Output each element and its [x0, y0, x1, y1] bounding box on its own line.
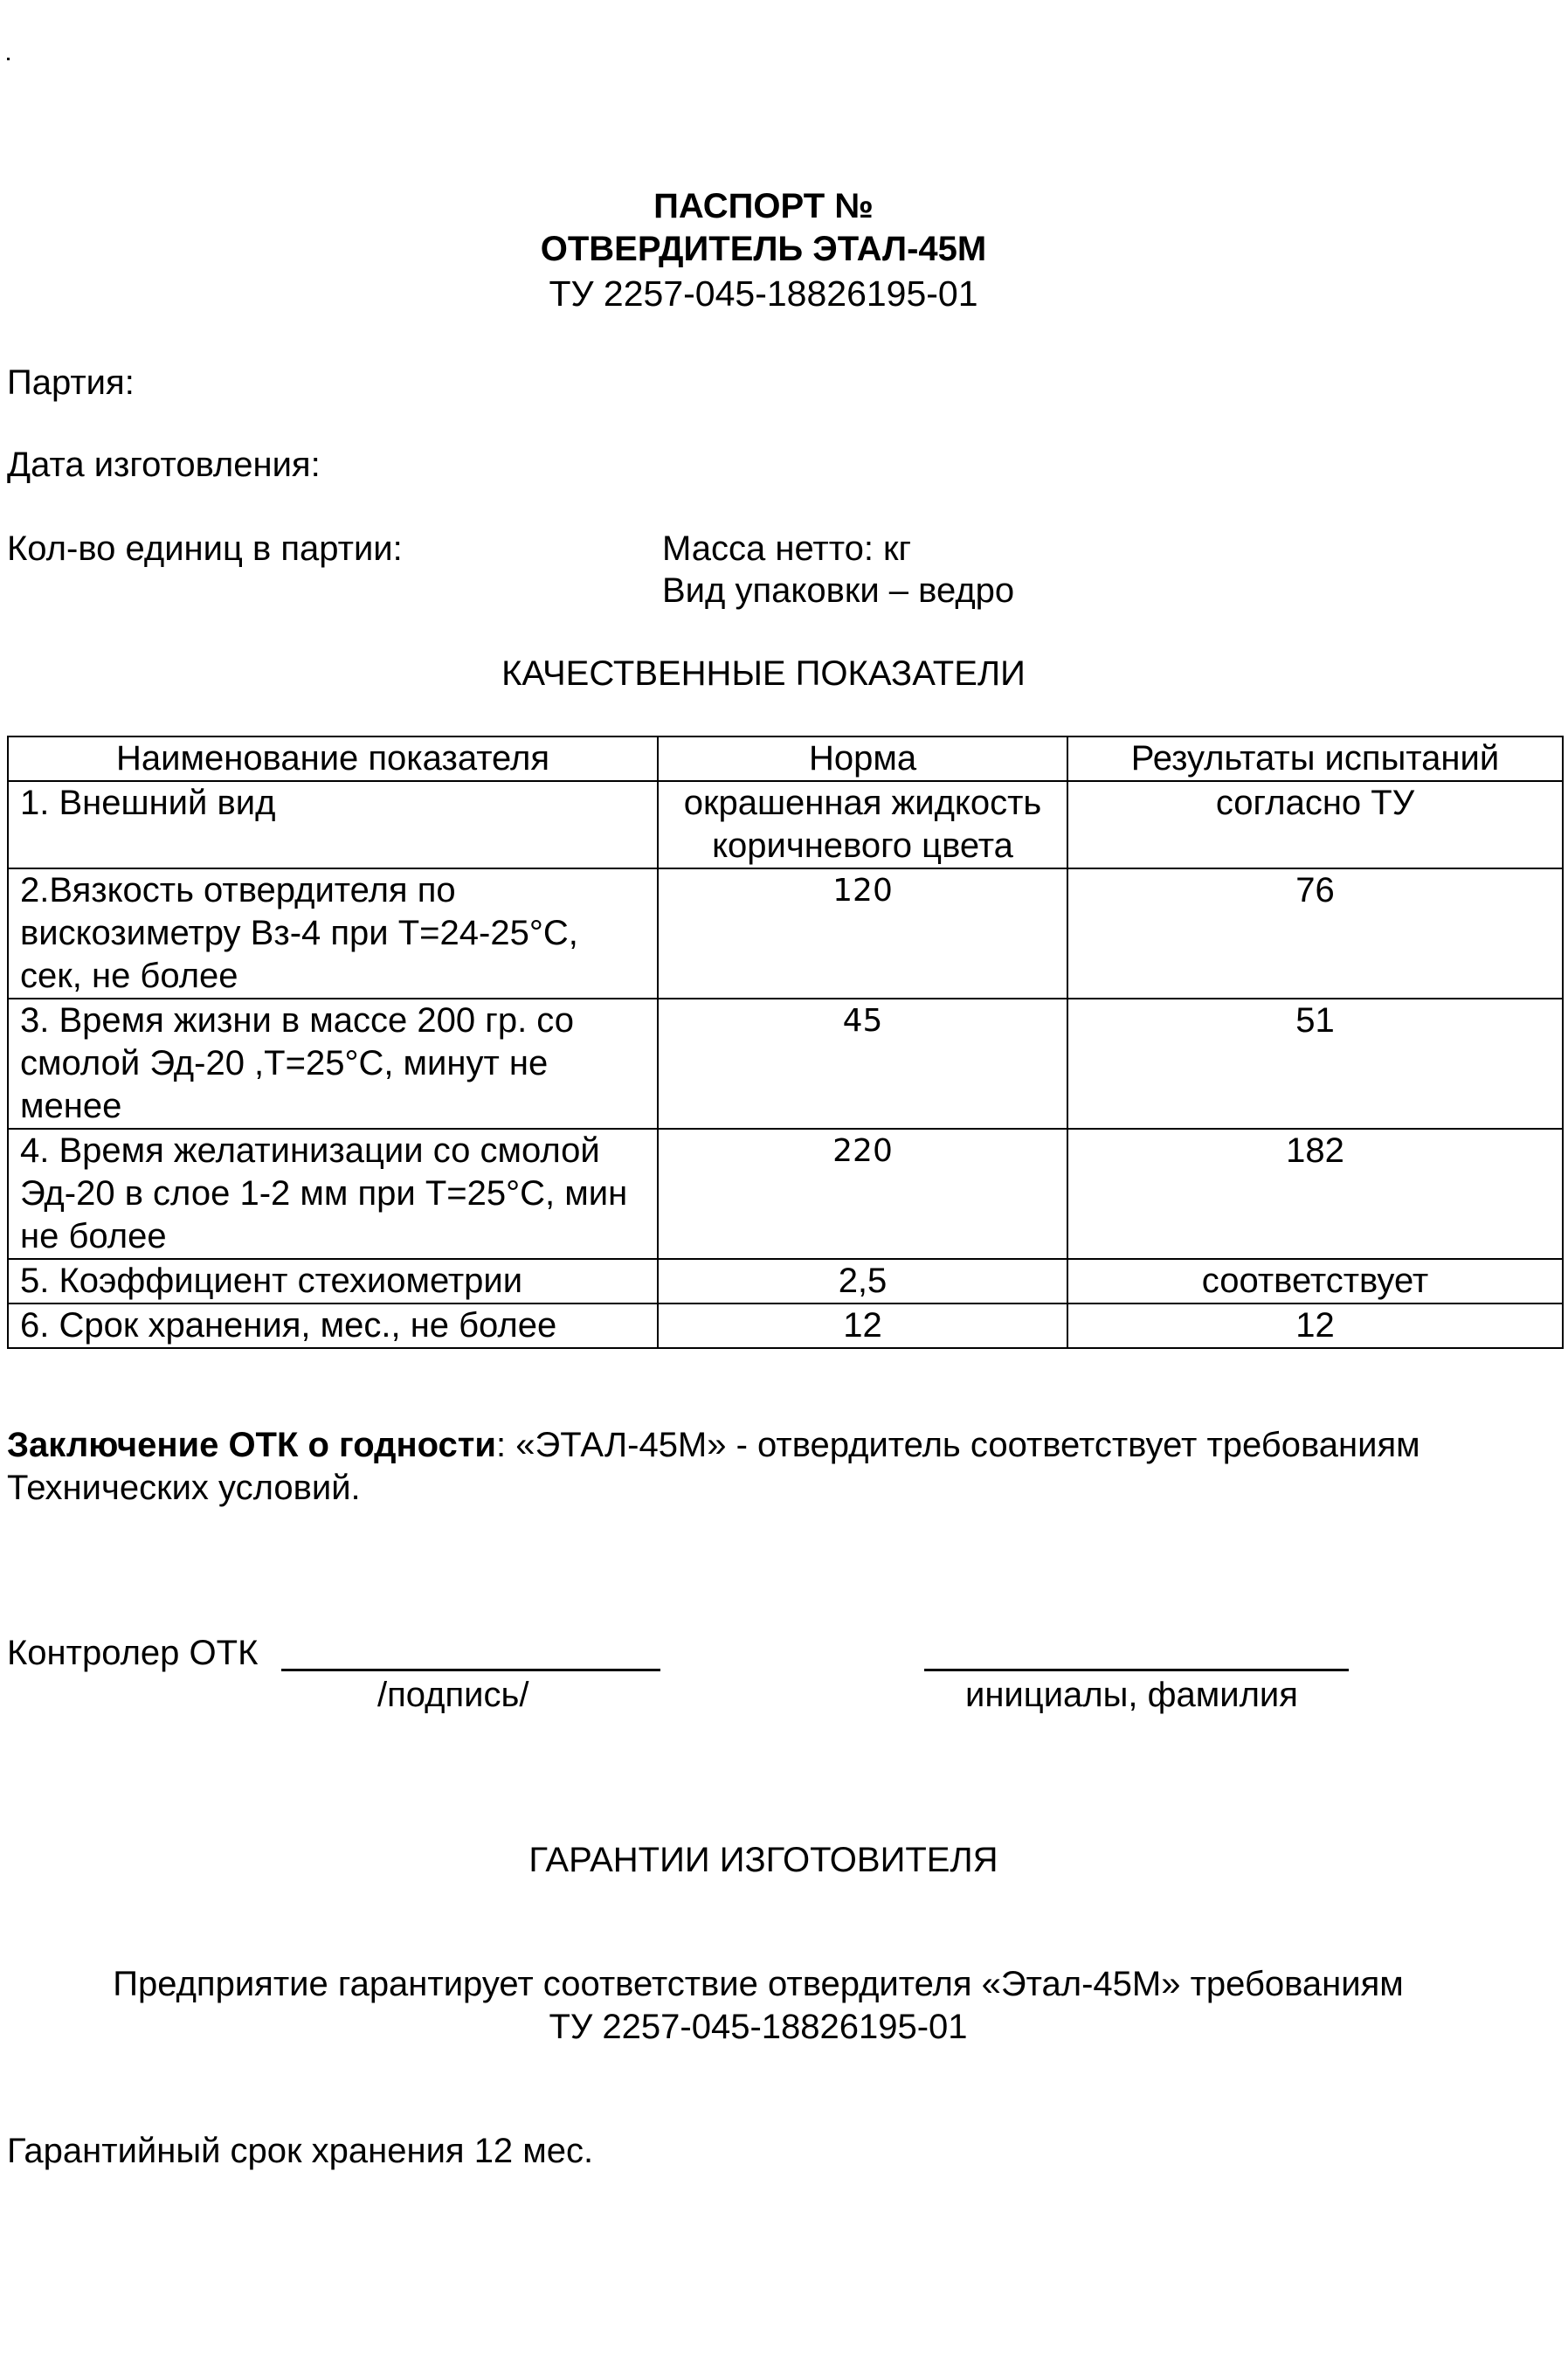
table-row — [8, 781, 1563, 868]
quality-heading: КАЧЕСТВЕННЫЕ ПОКАЗАТЕЛИ — [501, 654, 1026, 693]
row-norm-line: 220 — [832, 1133, 893, 1169]
column-header-result: Результаты испытаний — [1067, 736, 1563, 781]
row-name-line: не более — [20, 1217, 167, 1255]
corner-mark — [7, 58, 10, 60]
batch-label: Партия: — [7, 363, 135, 402]
row-name-line: вискозиметру Вз-4 при Т=24-25°С, — [20, 914, 578, 952]
row-name-line: сек, не более — [20, 957, 238, 995]
table-row — [8, 1304, 1563, 1348]
controller-label: Контролер ОТК — [7, 1634, 259, 1672]
signature-underline — [281, 1669, 660, 1671]
name-underline — [924, 1669, 1349, 1671]
row-norm-line: 2,5 — [838, 1262, 888, 1300]
row-name-line: 5. Коэффициент стехиометрии — [20, 1262, 523, 1300]
guarantee-heading: ГАРАНТИИ ИЗГОТОВИТЕЛЯ — [528, 1841, 998, 1879]
row-name-line: 1. Внешний вид — [20, 784, 276, 822]
column-header-name: Наименование показателя — [8, 736, 658, 781]
row-result-cell: 76 — [1067, 868, 1563, 999]
table-row — [8, 1259, 1563, 1304]
manufacture-date-label: Дата изготовления: — [7, 446, 321, 484]
table-header-row — [8, 736, 1563, 781]
guarantee-line-2: ТУ 2257-045-18826195-01 — [549, 2008, 968, 2046]
row-result-cell: 12 — [1067, 1304, 1563, 1348]
table-row — [8, 1129, 1563, 1259]
row-name-line: менее — [20, 1087, 122, 1125]
column-header-norm: Норма — [658, 736, 1067, 781]
row-norm-line: коричневого цвета — [712, 826, 1013, 865]
row-norm-cell — [658, 1304, 1067, 1348]
row-name-cell — [8, 781, 658, 868]
conclusion-line-2: Технических условий. — [7, 1469, 361, 1507]
row-norm-line: 45 — [842, 1003, 883, 1039]
row-norm-cell — [658, 999, 1067, 1129]
signature-caption: /подпись/ — [377, 1676, 529, 1714]
spec-number: ТУ 2257-045-18826195-01 — [549, 273, 978, 314]
name-caption: инициалы, фамилия — [965, 1676, 1298, 1714]
row-result-cell: 182 — [1067, 1129, 1563, 1259]
guarantee-line-1: Предприятие гарантирует соответствие отвердителя «Этал-45М» требованиям — [113, 1965, 1404, 2003]
row-name-line: 4. Время желатинизации со смолой — [20, 1131, 600, 1170]
passport-title: ПАСПОРТ № — [653, 187, 874, 225]
row-name-cell — [8, 1304, 658, 1348]
row-norm-line: 12 — [843, 1306, 882, 1345]
row-name-line: 6. Срок хранения, мес., не более — [20, 1306, 557, 1345]
row-norm-line: 120 — [832, 873, 893, 909]
row-name-line: 2.Вязкость отвердителя по — [20, 871, 456, 909]
row-norm-cell — [658, 1259, 1067, 1304]
row-norm-cell — [658, 781, 1067, 868]
product-name: ОТВЕРДИТЕЛЬ ЭТАЛ-45М — [540, 230, 987, 268]
units-in-batch-label: Кол-во единиц в партии: — [7, 529, 403, 568]
table-row — [8, 868, 1563, 999]
row-name-line: смолой Эд-20 ,Т=25°С, минут не — [20, 1044, 549, 1082]
row-norm-cell — [658, 868, 1067, 999]
row-norm-cell — [658, 1129, 1067, 1259]
row-name-line: Эд-20 в слое 1-2 мм при Т=25°С, мин — [20, 1174, 628, 1213]
row-name-cell — [8, 1129, 658, 1259]
row-result-cell: 51 — [1067, 999, 1563, 1129]
row-name-cell — [8, 999, 658, 1129]
guarantee-shelf-life: Гарантийный срок хранения 12 мес. — [7, 2132, 594, 2170]
packaging-label: Вид упаковки – ведро — [662, 571, 1015, 610]
row-result-cell: соответствует — [1067, 1259, 1563, 1304]
row-name-cell — [8, 868, 658, 999]
row-name-line: 3. Время жизни в массе 200 гр. со — [20, 1001, 574, 1040]
row-result-cell: согласно ТУ — [1067, 781, 1563, 868]
conclusion-label: Заключение ОТК о годности — [7, 1426, 496, 1464]
conclusion-text: : «ЭТАЛ-45М» - отвердитель соответствует требованиям — [495, 1426, 1420, 1464]
row-norm-line: окрашенная жидкость — [683, 784, 1042, 822]
row-name-cell — [8, 1259, 658, 1304]
conclusion-line-1 — [7, 1424, 1420, 1467]
table-row — [8, 999, 1563, 1129]
quality-table — [7, 736, 1564, 1349]
net-mass-label: Масса нетто: кг — [662, 529, 912, 568]
